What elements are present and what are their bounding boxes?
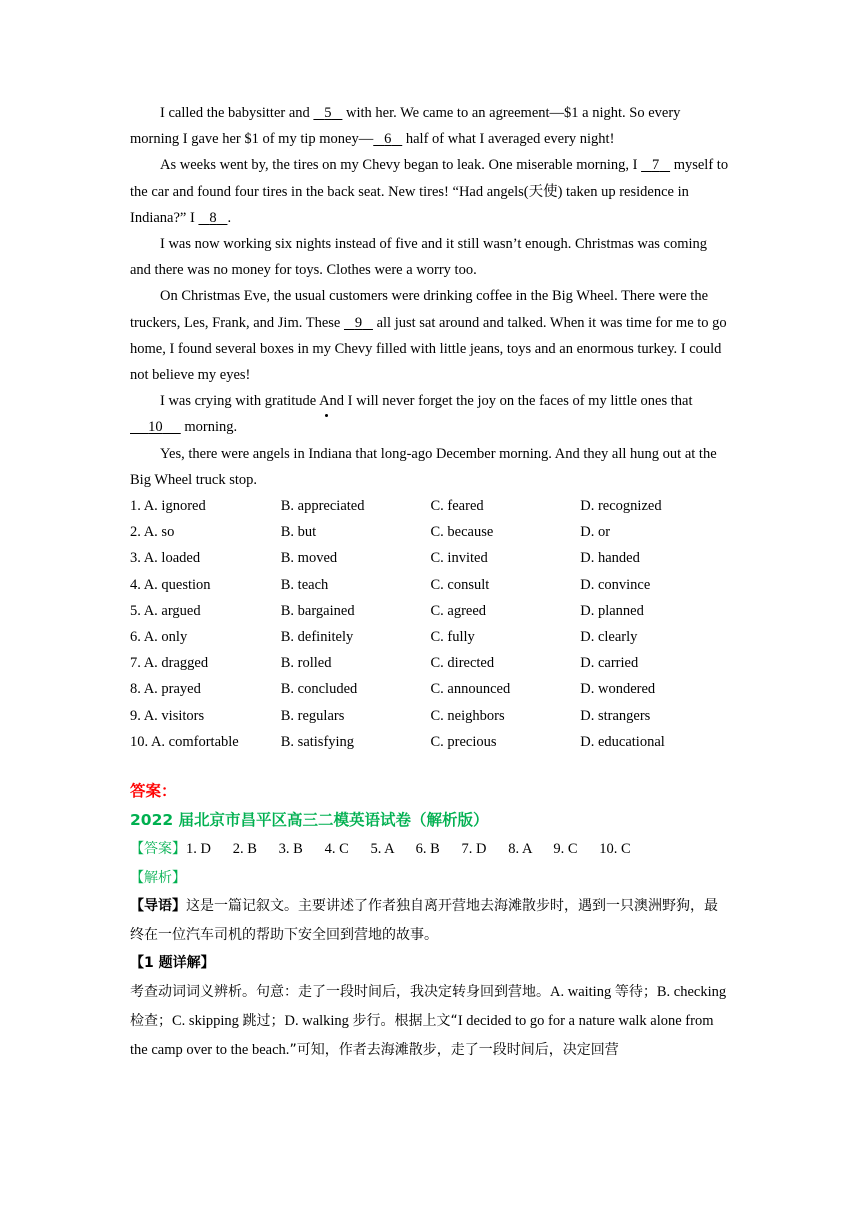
passage-paragraph-6: Yes, there were angels in Indiana that long-ago December morning. And they all hung out at the Big Wheel truck stop.	[130, 445, 717, 488]
option-row-2	[130, 519, 730, 545]
option-d: D. strangers	[580, 707, 651, 724]
option-a: 8. A. prayed	[130, 681, 201, 698]
option-d: D. educational	[580, 733, 665, 750]
text: And I will never forget the joy on the faces of my little ones that	[316, 393, 693, 410]
blank-9	[344, 315, 373, 331]
option-c: C. precious	[430, 733, 497, 750]
text: morning.	[180, 419, 238, 436]
option-c: C. fully	[430, 629, 475, 646]
option-b: B. moved	[280, 550, 338, 567]
option-a: 5. A. argued	[130, 602, 201, 619]
option-a: 2. A. so	[130, 524, 175, 541]
text: .	[227, 209, 232, 226]
text: 等待；	[614, 983, 657, 1000]
analysis-label: 【解析】	[130, 869, 186, 886]
option-c: C. agreed	[430, 602, 487, 619]
text: A. waiting	[550, 983, 615, 1000]
option-row-10	[130, 729, 730, 755]
option-b: B. concluded	[280, 681, 358, 698]
guide-text: 这是一篇记叙文。主要讲述了作者独自离开营地去海滩散步时，遇到一只澳洲野狗，最终在一位汽车司机的帮助下安全回到营地的故事。	[130, 898, 718, 943]
option-a: 9. A. visitors	[130, 707, 205, 724]
guide-paragraph	[130, 892, 730, 949]
option-row-4	[130, 572, 730, 598]
text: C. skipping	[172, 1012, 243, 1029]
option-a: 1. A. ignored	[130, 498, 206, 515]
text: half of what I averaged every night!	[402, 131, 615, 148]
option-d: D. carried	[580, 655, 639, 672]
answer-heading: 答案：	[130, 782, 177, 801]
text: ”可知，作者去海滩散步，走了一段时间后，决定回营	[289, 1041, 619, 1058]
option-row-9	[130, 703, 730, 729]
option-c: C. consult	[430, 576, 490, 593]
text: all just sat around and talked. When it was time for me to go home, I found several boxes in my Chevy filled with little jeans, toys and an enormous turkey. I could not believe my eyes!	[130, 314, 727, 384]
option-d: D. or	[580, 524, 611, 541]
passage-paragraph-4	[130, 283, 730, 388]
option-row-6	[130, 624, 730, 650]
option-row-5	[130, 598, 730, 624]
detail-1-text	[130, 978, 730, 1065]
options-list	[130, 493, 730, 755]
answer-key-values: 1. D 2. B 3. B 4. C 5. A 6. B 7. D 8. A 9. C 10. C	[186, 841, 631, 858]
passage-paragraph-3: I was now working six nights instead of five and it still wasn’t enough. Christmas was coming and there was no money for toys. Clothes were a worry too.	[130, 236, 708, 279]
paper-title: 2022 届北京市昌平区高三二模英语试卷（解析版）	[130, 811, 489, 830]
option-row-1	[130, 493, 730, 519]
option-d: D. clearly	[580, 629, 638, 646]
guide-label: 【导语】	[130, 898, 186, 915]
text: 考查动词词义辨析。句意：走了一段时间后，我决定转身回到营地。	[130, 983, 550, 1000]
option-row-8	[130, 676, 730, 702]
option-b: B. satisfying	[280, 733, 355, 750]
option-b: B. but	[280, 524, 317, 541]
option-b: B. bargained	[280, 602, 355, 619]
option-row-7	[130, 650, 730, 676]
answer-key-label: 【答案】	[130, 841, 186, 858]
blank-number: 6	[384, 131, 392, 148]
blank-number: 10	[148, 419, 163, 436]
option-c: C. invited	[430, 550, 488, 567]
text: 检查；	[130, 1012, 172, 1029]
detail-1-label: 【1 题详解】	[130, 955, 215, 972]
option-c: C. neighbors	[430, 707, 505, 724]
option-c: C. announced	[430, 681, 511, 698]
option-row-3	[130, 545, 730, 571]
text: D. walking	[284, 1012, 353, 1029]
option-d: D. planned	[580, 602, 644, 619]
option-c: C. directed	[430, 655, 495, 672]
answer-key	[130, 835, 730, 864]
blank-10	[130, 419, 181, 435]
option-d: D. handed	[580, 550, 640, 567]
option-d: D. convince	[580, 576, 651, 593]
blank-number: 5	[324, 105, 332, 121]
option-d: D. recognized	[580, 498, 662, 515]
passage-paragraph-2	[130, 152, 730, 231]
blank-6	[373, 131, 402, 147]
text: B. checking	[656, 983, 727, 1000]
passage-paragraph-5	[130, 388, 730, 440]
blank-7	[641, 157, 670, 173]
option-b: B. rolled	[280, 655, 332, 672]
text: On Christmas Eve, the usual customers were drinking coffee in the Big Wheel. There were the truckers, Les, Frank, and Jim. These	[130, 288, 709, 331]
blank-5	[313, 105, 342, 121]
text: I was crying with gratitude	[160, 393, 317, 410]
text: I called the babysitter and	[160, 105, 314, 121]
text: 跳过；	[242, 1012, 285, 1029]
option-a: 6. A. only	[130, 629, 188, 646]
option-a: 7. A. dragged	[130, 655, 209, 672]
blank-number: 7	[651, 157, 660, 174]
option-b: B. teach	[280, 576, 329, 593]
text: I decided to go for a nature walk alone from the camp over to the beach.	[130, 1012, 714, 1058]
document-page	[130, 100, 730, 1065]
option-a: 10. A. comfortable	[130, 733, 239, 750]
blank-number: 8	[209, 209, 217, 226]
text: As weeks went by, the tires on my Chevy began to leak. One miserable morning, I	[160, 157, 642, 174]
option-c: C. feared	[430, 498, 484, 515]
text: with her. We came to an agreement—$1 a night. So every morning I gave her $1 of my tip money—	[130, 105, 681, 148]
blank-number: 9	[354, 314, 363, 331]
passage-paragraph-1	[130, 100, 730, 152]
blank-8	[198, 210, 227, 226]
emphasis-dot	[325, 414, 328, 417]
option-b: B. appreciated	[280, 498, 365, 515]
option-c: C. because	[430, 524, 494, 541]
option-b: B. definitely	[280, 629, 354, 646]
option-d: D. wondered	[580, 681, 656, 698]
option-a: 3. A. loaded	[130, 550, 201, 567]
text: myself to the car and found four tires in the back seat. New tires! “Had angels(天使) taken up residence in Indiana?” I	[130, 157, 729, 226]
option-a: 4. A. question	[130, 576, 211, 593]
option-b: B. regulars	[280, 707, 345, 724]
text: 步行。根据上文“	[352, 1012, 458, 1029]
